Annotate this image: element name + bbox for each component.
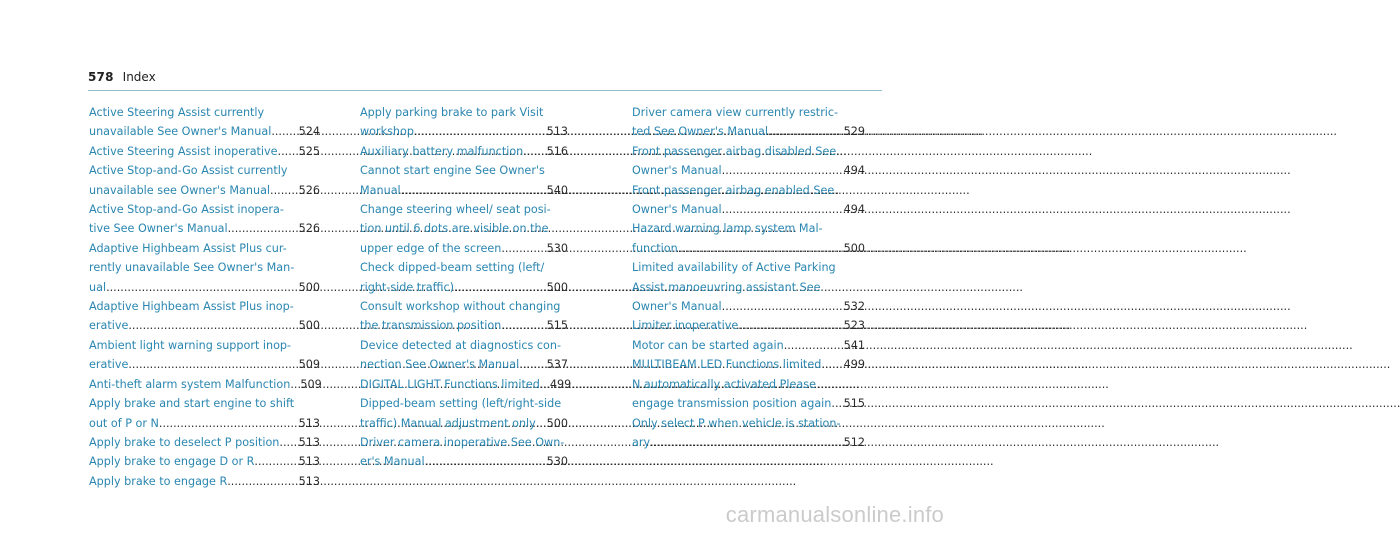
entry-text: erative [89,319,129,333]
entry-last-line [632,161,865,180]
dot-leader [722,200,840,219]
index-entry-link[interactable] [632,336,865,355]
index-entry-link[interactable] [632,219,865,258]
entry-last-line [89,142,320,161]
entry-page-number: 516 [546,144,568,158]
entry-page-number: 540 [546,183,568,197]
index-entry-link[interactable] [632,142,865,181]
entry-text: Owner's Manual [632,203,722,217]
entry-page-number: 525 [298,144,320,158]
entry-text: Check dipped-beam setting (left/ [360,261,545,275]
entry-text: Driver camera inoperative See Own- [360,435,565,449]
entry-page-number: 526 [298,222,320,236]
entry-last-line [360,452,568,471]
dot-leader [401,181,543,200]
entry-last-line [89,355,320,374]
dot-leader [228,219,295,238]
entry-text: Active Steering Assist inoperative [89,144,278,158]
entry-page-number: 500 [298,319,320,333]
index-entry-link[interactable] [89,375,320,394]
index-entry-link[interactable] [360,433,568,472]
index-entry-link[interactable] [632,258,865,316]
dot-leader [159,414,295,433]
index-entry-link[interactable] [89,394,320,433]
dot-leader [519,355,542,374]
index-entry-link[interactable] [632,181,865,220]
entry-last-line [360,375,572,394]
dot-leader [768,122,840,141]
entry-text: Cannot start engine See Owner's [360,164,545,178]
entry-last-line [632,336,865,355]
entry-page-number: 541 [843,338,865,352]
entry-last-line [89,316,320,335]
page-number: 578 [88,70,114,84]
entry-page-number: 530 [546,241,568,255]
dot-leader [128,355,294,374]
entry-text: Owner's Manual [632,164,722,178]
index-column-2 [360,103,572,472]
dot-leader [678,239,840,258]
entry-page-number: 499 [549,377,572,391]
entry-last-line [89,278,320,297]
entry-text: tion until 6 dots are visible on the [360,222,549,236]
index-entry-link[interactable] [89,161,320,200]
entry-text: Adaptive Highbeam Assist Plus cur- [89,241,287,255]
entry-text: Adaptive Highbeam Assist Plus inop- [89,300,294,314]
entry-page-number: 513 [298,435,320,449]
entry-text: Apply parking brake to park Visit [360,106,544,119]
dot-leader [227,472,294,491]
entry-last-line [89,181,320,200]
watermark: carmanualsonline.info [725,502,944,527]
index-entry-link[interactable] [360,258,568,297]
entry-text: tive See Owner's Manual [89,222,228,236]
entry-page-number: 512 [843,435,865,449]
entry-last-line [89,472,320,491]
entry-text: erative [89,358,129,372]
entry-text: rently unavailable See Owner's Man- [89,261,295,275]
entry-text: DIGITAL LIGHT Functions limited [360,377,540,391]
entry-page-number: 500 [546,416,568,430]
entry-text: Active Steering Assist currently [89,106,265,119]
index-column-3 [632,103,865,452]
entry-page-number: 513 [298,455,320,469]
index-entry-link[interactable] [89,239,320,297]
dot-leader [831,394,839,413]
entry-last-line [632,297,865,316]
entry-last-line [632,394,865,413]
dot-leader [501,239,542,258]
entry-page-number: 513 [298,474,320,488]
dot-leader [784,336,840,355]
index-entry-link[interactable] [632,316,865,335]
entry-page-number: 513 [546,125,568,139]
entry-last-line [360,122,568,141]
entry-text: out of P or N [89,416,159,430]
entry-last-line [360,142,568,161]
entry-last-line [632,239,865,258]
dot-leader [722,161,840,180]
entry-page-number: 500 [298,280,320,294]
entry-text: Front passenger airbag disabled See [632,144,837,158]
dot-leader [271,122,294,141]
index-entry-link[interactable] [89,452,320,471]
entry-text: Apply brake to engage R [89,474,228,488]
entry-last-line [89,433,320,452]
entry-last-line [360,239,568,258]
entry-text: Dipped-beam setting (left/right-side [360,397,562,411]
index-entry-link[interactable] [632,103,865,142]
entry-page-number: 509 [298,358,320,372]
entry-text: workshop [360,125,414,139]
entry-text: Device detected at diagnostics con- [360,338,562,352]
index-entry-link[interactable] [89,336,320,375]
entry-text: Driver camera view currently restric- [632,106,839,119]
entry-last-line [89,122,320,141]
entry-page-number: 499 [843,358,865,372]
entry-text: Apply brake and start engine to shift [89,397,295,411]
entry-text: Apply brake to engage D or R [89,455,255,469]
entry-page-number: 500 [843,241,865,255]
entry-text: Apply brake to deselect P position [89,435,280,449]
entry-page-number: 494 [843,203,865,217]
entry-page-number: 500 [546,280,568,294]
entry-text: unavailable see Owner's Manual [89,183,271,197]
entry-text: Front passenger airbag enabled See [632,183,835,197]
entry-text: ary [632,435,651,449]
index-entry-link[interactable] [360,394,568,433]
entry-text: Limited availability of Active Parking [632,261,836,275]
entry-text: MULTIBEAM LED Functions limited [632,358,822,372]
entry-text: Ambient light warning support inop- [89,338,292,352]
entry-page-number: 524 [298,125,320,139]
index-entry-link[interactable] [89,200,320,239]
dot-leader [270,181,295,200]
entry-last-line [632,433,865,452]
index-entry-link[interactable] [632,375,865,414]
entry-last-line [89,375,320,394]
entry-last-line [89,452,320,471]
index-entry-link[interactable] [89,472,320,491]
entry-text: Change steering wheel/ seat posi- [360,203,551,217]
entry-last-line [632,316,865,335]
entry-text: Anti-theft alarm system Malfunction [89,377,291,391]
entry-text: ted See Owner's Manual [632,125,768,139]
dot-leader [106,278,295,297]
entry-text: Active Stop-and-Go Assist currently [89,164,288,178]
dot-leader [454,278,543,297]
entry-text: Hazard warning lamp system Mal- [632,222,823,236]
dot-leader [523,142,542,161]
entry-text: er's Manual [360,455,425,469]
dot-leader [536,414,543,433]
entry-text: function [632,241,678,255]
entry-page-number: 513 [298,416,320,430]
entry-page-number: 526 [298,183,320,197]
dot-leader [254,452,294,471]
entry-text: Motor can be started again [632,338,784,352]
entry-text: Limiter inoperative [632,319,739,333]
entry-text: Assist manoeuvring assistant See [632,280,821,294]
entry-text: right-side traffic) [360,280,454,294]
entry-text: N automatically activated Please [632,377,816,391]
index-entry-link[interactable] [360,142,568,161]
header-divider [88,90,882,91]
entry-text: traffic) Manual adjustment only [360,416,536,430]
index-entry-link[interactable] [360,375,572,394]
entry-page-number: 509 [300,377,322,391]
entry-last-line [360,316,568,335]
entry-text: engage transmission position again [632,397,832,411]
index-entry-link[interactable] [632,355,865,374]
index-entry-link[interactable] [360,297,568,336]
index-entry-link[interactable] [360,161,568,200]
entry-page-number: 515 [843,397,865,411]
dot-leader [128,316,294,335]
entry-text: upper edge of the screen [360,241,502,255]
entry-last-line [632,355,865,374]
entry-text: Manual [360,183,401,197]
index-entry-link[interactable] [89,433,320,452]
entry-text: unavailable See Owner's Manual [89,125,272,139]
index-column-1 [89,103,320,491]
index-entry-link[interactable] [360,103,568,142]
entry-last-line [632,200,865,219]
dot-leader [279,433,294,452]
entry-text: Active Stop-and-Go Assist inopera- [89,203,284,217]
index-entry-link[interactable] [360,200,568,258]
entry-page-number: 515 [546,319,568,333]
entry-text: Only select P when vehicle is station- [632,416,841,430]
entry-text: nection See Owner's Manual [360,358,520,372]
dot-leader [650,433,840,452]
entry-last-line [360,181,568,200]
section-title: Index [122,70,156,84]
entry-last-line [360,414,568,433]
entry-page-number: 529 [843,125,865,139]
index-entry-link[interactable] [360,336,568,375]
index-entry-link[interactable] [632,414,865,453]
dot-leader [722,297,840,316]
entry-last-line [360,355,568,374]
entry-last-line [89,219,320,238]
entry-page-number: 532 [843,300,865,314]
entry-text: ual [89,280,107,294]
entry-text: Consult workshop without changing [360,300,561,314]
dot-leader [821,355,839,374]
page-header [88,70,156,84]
index-entry-link[interactable] [89,142,320,161]
entry-last-line [360,278,568,297]
index-entry-link[interactable] [89,103,320,142]
entry-text: the transmission position [360,319,502,333]
dot-leader [501,316,542,335]
dot-leader [738,316,839,335]
entry-last-line [632,122,865,141]
entry-page-number: 537 [546,358,568,372]
entry-page-number: 523 [843,319,865,333]
index-entry-link[interactable] [89,297,320,336]
entry-page-number: 530 [546,455,568,469]
entry-text: Auxiliary battery malfunction [360,144,524,158]
entry-text: Owner's Manual [632,300,722,314]
dot-leader [414,122,543,141]
entry-last-line [89,414,320,433]
dot-leader [278,142,295,161]
entry-page-number: 494 [843,164,865,178]
dot-leader [425,452,543,471]
